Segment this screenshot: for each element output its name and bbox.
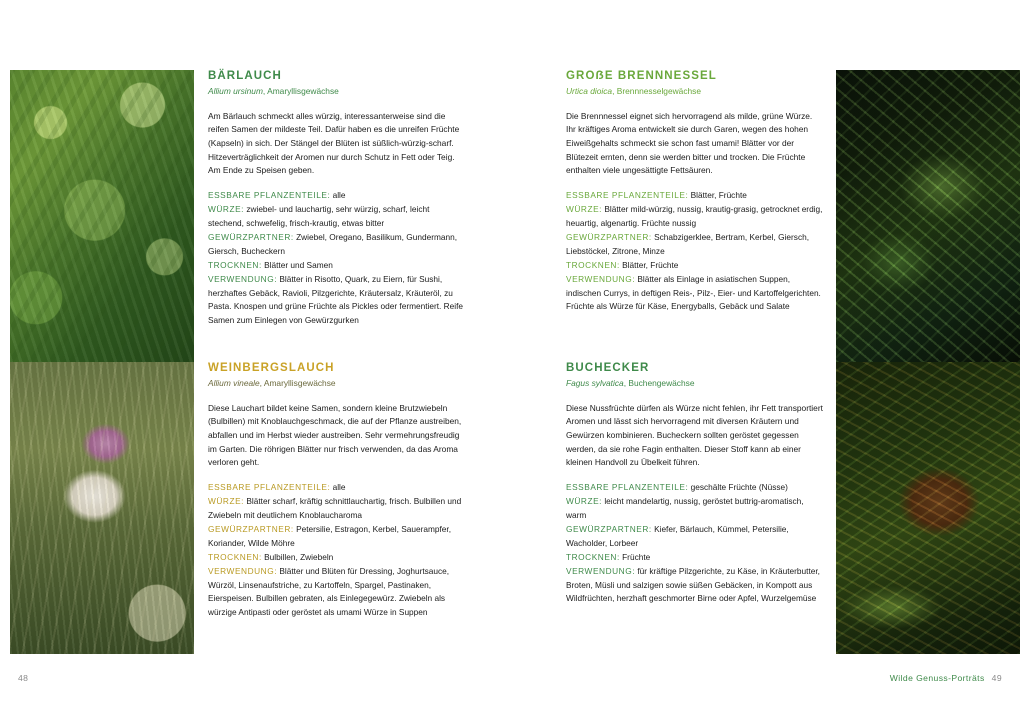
photo-weinbergslauch (10, 362, 194, 654)
photo-baerlauch (10, 70, 194, 362)
photo-brennnessel-image (836, 70, 1020, 362)
fact-row (208, 495, 466, 522)
photo-baerlauch-image (10, 70, 194, 362)
entry-subtitle (208, 86, 466, 98)
entry-body-text: Diese Lauchart bildet keine Samen, sondern kleine Brutzwiebeln (Bulbillen) mit Knoblauchgeschmack, die auf der Pflanze austreiben, abfallen und im Herbst wieder austreiben. Sehr vermehrungsfreudig im Garten. Die röhrigen Blätter nur frisch verwenden, da das Aroma verloren geht. (208, 402, 462, 468)
fact-row (566, 273, 824, 313)
fact-key: GEWÜRZPARTNER: (208, 524, 294, 535)
fact-row (208, 565, 466, 619)
page-footer-right (890, 673, 1002, 683)
fact-row (208, 231, 466, 258)
entry-family: , Buchengewächse (623, 378, 695, 388)
fact-value: Blätter als Einlage in asiatischen Suppen, indischen Currys, in deftigen Reis-, Pilz-, Eier- und Kartoffelgerichten. Früchte als Würze für Käse, Energyballs, Gebäck und Salate (566, 274, 821, 312)
entry-weinbergslauch (208, 362, 466, 620)
page-number-left: 48 (18, 673, 29, 683)
fact-row (208, 203, 466, 230)
entry-latin-name: Fagus sylvatica (566, 378, 624, 388)
photo-brennnessel (836, 70, 1020, 362)
entry-latin-name: Urtica dioica (566, 86, 613, 96)
fact-key: GEWÜRZPARTNER: (566, 232, 652, 243)
entry-title: GROẞE BRENNNESSEL (566, 70, 717, 82)
photo-weinbergslauch-image (10, 362, 194, 654)
fact-key: TROCKNEN: (566, 260, 620, 270)
fact-row (566, 523, 824, 550)
fact-row (566, 259, 824, 272)
fact-row (566, 231, 824, 258)
running-head: Wilde Genuss-Porträts (889, 673, 985, 683)
entry-subtitle (566, 86, 824, 98)
fact-row (208, 551, 466, 564)
entry-latin-name: Allium ursinum (208, 86, 263, 96)
page-number-right: 49 (991, 673, 1002, 683)
entry-title: WEINBERGSLAUCH (208, 362, 335, 374)
fact-row (208, 189, 466, 202)
entry-family: , Brennnesselgewächse (612, 86, 702, 96)
fact-value: alle (330, 481, 346, 492)
fact-row (208, 481, 466, 494)
entry-facts (566, 189, 824, 314)
photo-buchecker (836, 362, 1020, 654)
entry-grosse-brennnessel (566, 70, 824, 315)
fact-row (208, 259, 466, 272)
fact-value: Früchte (619, 552, 651, 562)
fact-value: alle (330, 189, 346, 200)
entry-facts (208, 481, 466, 619)
fact-key: TROCKNEN: (566, 552, 620, 562)
fact-key: VERWENDUNG: (208, 566, 278, 577)
entry-subtitle (208, 378, 466, 390)
fact-key: VERWENDUNG: (566, 274, 636, 285)
fact-row (566, 203, 824, 230)
fact-key: VERWENDUNG: (208, 274, 278, 285)
fact-row (208, 523, 466, 550)
fact-value: Blätter, Früchte (688, 189, 747, 200)
fact-row (566, 189, 824, 202)
fact-value: Bulbillen, Zwiebeln (261, 552, 334, 562)
fact-key: ESSBARE PFLANZENTEILE: (208, 189, 331, 200)
entry-title: BÄRLAUCH (208, 70, 282, 82)
fact-key: ESSBARE PFLANZENTEILE: (566, 189, 689, 200)
fact-key: GEWÜRZPARTNER: (208, 232, 294, 243)
fact-key: WÜRZE: (208, 204, 245, 215)
fact-value: Zwiebel, Oregano, Basilikum, Gundermann, Giersch, Bucheckern (208, 232, 458, 256)
fact-key: WÜRZE: (208, 496, 245, 507)
fact-value: geschälte Früchte (Nüsse) (688, 481, 788, 492)
entry-body-text: Die Brennnessel eignet sich hervorragend als milde, grüne Würze. Ihr kräftiges Aroma entwickelt sie durch Garen, wegen des hohen Eiweißgehalts schmeckt sie schon fast umami! Blätter vor der Blütezeit ernten, denn sie werden bitter und trocken. Die Früchte enthalten viele ungesättigte Fettsäuren. (566, 110, 813, 176)
fact-key: TROCKNEN: (208, 552, 262, 562)
fact-key: GEWÜRZPARTNER: (566, 524, 652, 535)
fact-key: VERWENDUNG: (566, 566, 636, 577)
fact-row (566, 551, 824, 564)
entry-family: , Amaryllisgewächse (259, 378, 336, 388)
fact-value: Kiefer, Bärlauch, Kümmel, Petersilie, Wacholder, Lorbeer (566, 524, 789, 548)
entry-title: BUCHECKER (566, 362, 650, 374)
fact-key: WÜRZE: (566, 496, 603, 507)
fact-value: Schabzigerklee, Bertram, Kerbel, Giersch, Liebstöckel, Zitrone, Minze (566, 232, 810, 256)
fact-key: WÜRZE: (566, 204, 603, 215)
entry-facts (208, 189, 466, 327)
entry-body-text: Diese Nussfrüchte dürfen als Würze nicht fehlen, ihr Fett transportiert Aromen und lässt sich hervorragend mit diversen Kräutern und Gewürzen kombinieren. Bucheckern sollten geröstet gegessen werden, da sie rohe Fagin enthalten. Dieser Stoff kann ab einer kleinen Handvoll zu Übelkeit führen. (566, 402, 823, 468)
fact-value: Petersilie, Estragon, Kerbel, Sauerampfer, Koriander, Wilde Möhre (208, 524, 452, 548)
entry-family: , Amaryllisgewächse (262, 86, 339, 96)
entry-facts (566, 481, 824, 606)
fact-row (566, 495, 824, 522)
entry-baerlauch (208, 70, 466, 328)
entry-body-text: Am Bärlauch schmeckt alles würzig, interessanterweise sind die reifen Samen der mildeste Teil. Dafür haben es die unreifen Früchte (Kapseln) in sich. Der Stängel der Blüten ist süßlich-würzig-scharf. Hitzeverträglichkeit der Aromen nur durch Schutz in Fett oder Teig. Am Ende zu Speisen geben. (208, 110, 460, 176)
fact-row (208, 273, 466, 327)
fact-value: für kräftige Pilzgerichte, zu Käse, in Kräuterbutter, Broten, Müsli und salzigen sowie süßen Gebäcken, in Kompott aus Wildfrüchten, herzhaft geschmorter Birne oder Apfel, Wurzelgemüse (566, 566, 820, 604)
fact-key: TROCKNEN: (208, 260, 262, 270)
photo-buchecker-image (836, 362, 1020, 654)
fact-value: Blätter mild-würzig, nussig, krautig-grasig, getrocknet erdig, heuartig, algenartig. Früchte nussig (566, 204, 823, 228)
fact-value: leicht mandelartig, nussig, geröstet buttrig-aromatisch, warm (566, 496, 804, 520)
fact-row (566, 481, 824, 494)
fact-row (566, 565, 824, 605)
entry-subtitle (566, 378, 824, 390)
fact-value: Blätter scharf, kräftig schnittlauchartig, frisch. Bulbillen und Zwiebeln mit deutlichem Knoblaucharoma (208, 496, 462, 520)
fact-key: ESSBARE PFLANZENTEILE: (566, 481, 689, 492)
fact-key: ESSBARE PFLANZENTEILE: (208, 481, 331, 492)
fact-value: Blätter und Blüten für Dressing, Joghurtsauce, Würzöl, Linsenaufstriche, zu Kartoffeln, Spargel, Pastinaken, Eierspeisen. Bulbillen gebraten, als Einlegegewürz. Zwiebeln als würzige Antipasti oder geröstet als umami Würze in Suppen (208, 566, 450, 617)
fact-value: Blätter, Früchte (619, 260, 679, 270)
entry-buchecker (566, 362, 824, 607)
fact-value: Blätter und Samen (261, 260, 333, 270)
entry-latin-name: Allium vineale (208, 378, 260, 388)
fact-value: Blätter in Risotto, Quark, zu Eiern, für Sushi, herzhaftes Gebäck, Ravioli, Pilzgerichte, Kräutersalz, Kräuteröl, zu Pasta. Knospen und grüne Früchte als Pickles oder fermentiert. Reife Samen zum Einlegen von Gewürzgurken (208, 274, 464, 325)
fact-value: zwiebel- und lauchartig, sehr würzig, scharf, leicht stechend, schwefelig, frisch-krautig, etwas bitter (208, 204, 430, 228)
